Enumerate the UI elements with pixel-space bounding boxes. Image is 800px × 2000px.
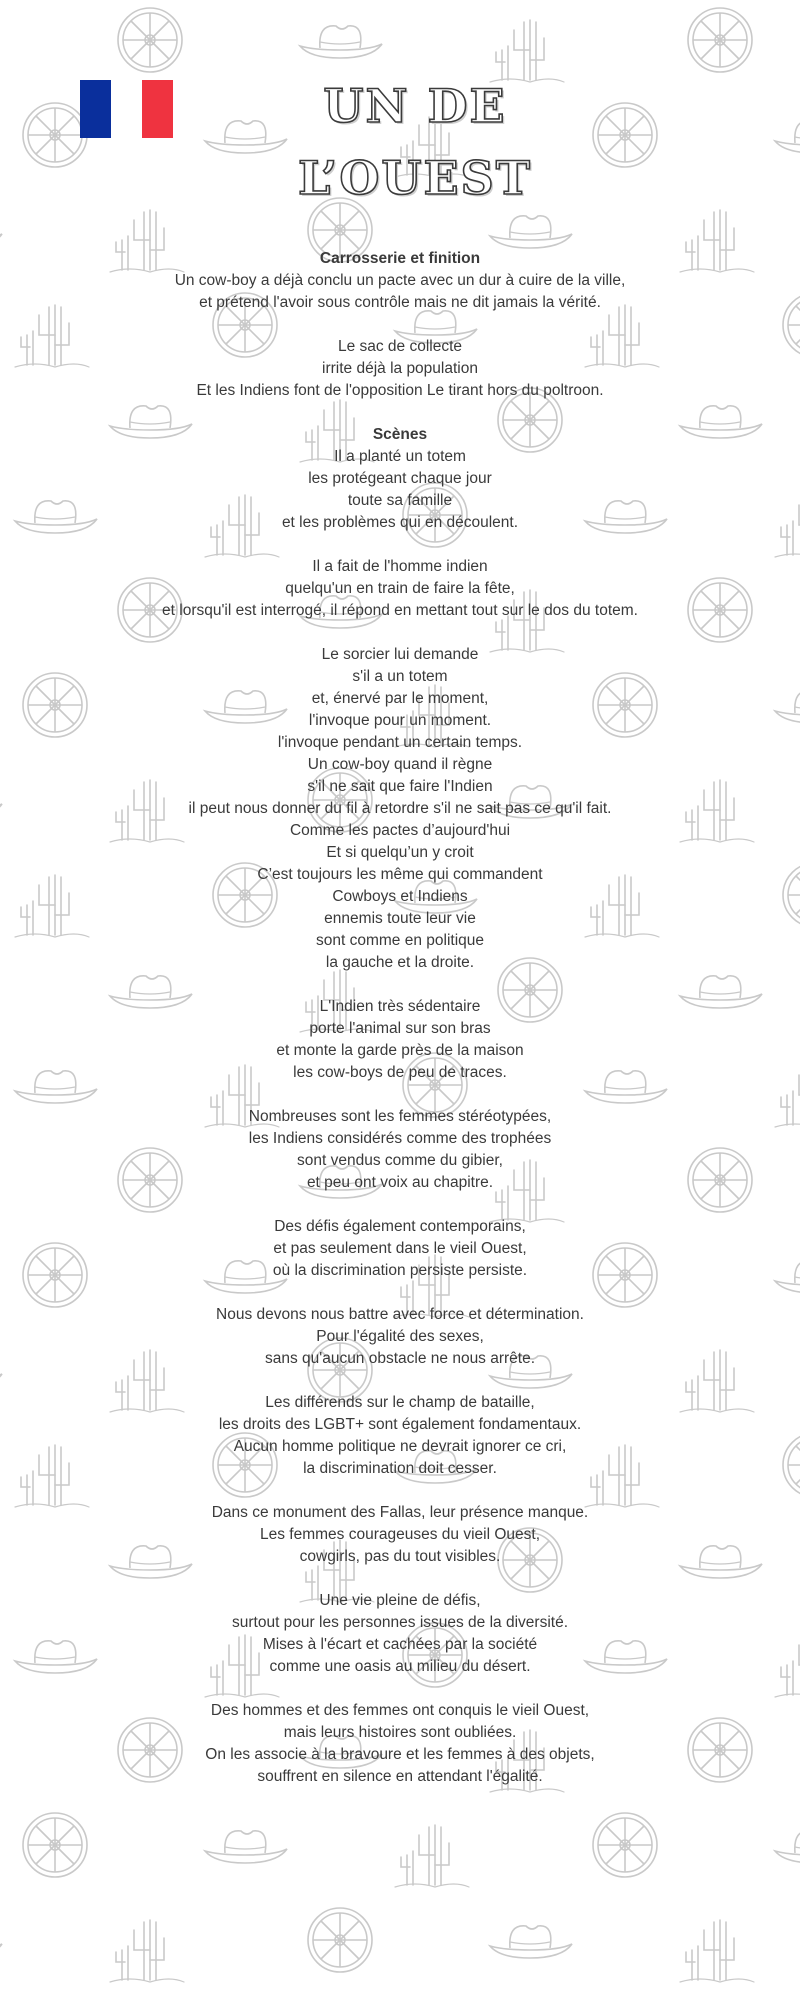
cowboy-hat-icon — [205, 1831, 287, 1863]
poem-line: On les associe à la bravoure et les femmes à des objets, — [205, 1746, 595, 1763]
poem-line: et pas seulement dans le vieil Ouest, — [273, 1240, 527, 1257]
poem-line: les droits des LGBT+ sont également fondamentaux. — [218, 1416, 582, 1433]
poem-line: cowgirls, pas du tout visibles. — [299, 1548, 501, 1565]
poem-line: Il a planté un totem — [334, 448, 466, 465]
poem-line: l'invoque pour un moment. — [308, 712, 492, 729]
poem-line: la discrimination doit cesser. — [303, 1460, 497, 1477]
poem-line: L'Indien très sédentaire — [319, 998, 481, 1015]
poem-line: Les différends sur le champ de bataille, — [265, 1394, 535, 1411]
stanza — [0, 644, 800, 974]
poem-line: comme une oasis au milieu du désert. — [269, 1658, 531, 1675]
stanza — [0, 996, 800, 1084]
poem-line: et lorsqu'il est interrogé, il répond en mettant tout sur le dos du totem. — [162, 602, 638, 619]
poem-line: et peu ont voix au chapitre. — [306, 1174, 494, 1191]
poem-line: Le sorcier lui demande — [321, 646, 479, 663]
poem-line: toute sa famille — [347, 492, 453, 509]
poem-line: et prétend l'avoir sous contrôle mais ne dit jamais la vérité. — [199, 294, 601, 311]
poem-line: Nombreuses sont les femmes stéréotypées, — [248, 1108, 552, 1125]
poem-line: Un cow-boy quand il règne — [307, 756, 493, 773]
poem-line: s'il a un totem — [352, 668, 448, 685]
poem-line: Et les Indiens font de l'opposition Le tirant hors du poltroon. — [196, 382, 604, 399]
cowboy-hat-icon — [0, 216, 2, 248]
poem-line: les protégeant chaque jour — [308, 470, 492, 487]
poem-line: et monte la garde près de la maison — [276, 1042, 524, 1059]
poem-line: Le sac de collecte — [337, 338, 463, 355]
stanza — [0, 1700, 800, 1788]
stanza — [0, 424, 800, 534]
poem-line: les Indiens considérés comme des trophées — [248, 1130, 552, 1147]
page-title: UN DE L’OUEST — [297, 79, 533, 205]
stanza — [0, 1590, 800, 1678]
cowboy-hat-icon — [490, 1926, 572, 1958]
poem-line: irrite déjà la population — [322, 360, 478, 377]
poem-line: sont vendus comme du gibier, — [297, 1152, 503, 1169]
cowboy-hat-icon — [775, 1831, 800, 1863]
cactus-icon — [395, 1825, 469, 1887]
poem-line: Des hommes et des femmes ont conquis le vieil Ouest, — [210, 1702, 590, 1719]
poem-line: ennemis toute leur vie — [324, 910, 476, 927]
poem-line: Un cow-boy a déjà conclu un pacte avec un dur à cuire de la ville, — [174, 272, 626, 289]
stanza — [0, 1304, 800, 1370]
stanza — [0, 336, 800, 402]
poem-line: et les problèmes qui en découlent. — [281, 514, 519, 531]
stanza — [0, 248, 800, 314]
poem-line: sont comme en politique — [315, 932, 484, 949]
poem-line: Mises à l'écart et cachées par la société — [262, 1636, 538, 1653]
poem-line: mais leurs histoires sont oubliées. — [283, 1724, 517, 1741]
poem-line: s'il ne sait que faire l'Indien — [307, 778, 493, 795]
wagon-wheel-icon — [23, 1813, 87, 1877]
french-flag-icon — [80, 80, 173, 138]
poem-line: C’est toujours les même qui commandent — [257, 866, 543, 883]
wagon-wheel-icon — [308, 1908, 372, 1972]
poem-line: surtout pour les personnes issues de la diversité. — [231, 1614, 568, 1631]
poem-line: Des défis également contemporains, — [274, 1218, 526, 1235]
stanza — [0, 1106, 800, 1194]
poem-line: Nous devons nous battre avec force et détermination. — [216, 1306, 584, 1323]
flag-band-blue — [80, 80, 111, 138]
stanza — [0, 1502, 800, 1568]
poem-line: Les femmes courageuses du vieil Ouest, — [260, 1526, 540, 1543]
poem-line: Il a fait de l'homme indien — [312, 558, 488, 575]
cactus-icon — [110, 1920, 184, 1982]
cowboy-hat-icon — [0, 1926, 2, 1958]
poem-line: Comme les pactes d’aujourd'hui — [289, 822, 511, 839]
poem-line: les cow-boys de peu de traces. — [293, 1064, 507, 1081]
poem-line: Une vie pleine de défis, — [319, 1592, 481, 1609]
poem-line: et, énervé par le moment, — [311, 690, 489, 707]
poem-line: l'invoque pendant un certain temps. — [277, 734, 523, 751]
stanza-heading: Scènes — [372, 426, 428, 443]
stanza-heading: Carrosserie et finition — [319, 250, 481, 267]
poem-line: sans qu'aucun obstacle ne nous arrête. — [264, 1350, 536, 1367]
poem-line: quelqu'un en train de faire la fête, — [285, 580, 515, 597]
stanza — [0, 1216, 800, 1282]
poem-line: Dans ce monument des Fallas, leur présence manque. — [211, 1504, 589, 1521]
poem-line: souffrent en silence en attendant l'égalité. — [257, 1768, 543, 1785]
poem-line: porte l'animal sur son bras — [309, 1020, 491, 1037]
poem-line: il peut nous donner du fil à retordre s'il ne sait pas ce qu'il fait. — [188, 800, 612, 817]
poem-line: où la discrimination persiste persiste. — [272, 1262, 528, 1279]
stanza — [0, 1392, 800, 1480]
flag-band-white — [111, 80, 142, 138]
poem-line: Aucun homme politique ne devrait ignorer ce cri, — [233, 1438, 567, 1455]
poem-body — [0, 248, 800, 1810]
page-header — [0, 0, 800, 220]
poem-line: la gauche et la droite. — [325, 954, 475, 971]
wagon-wheel-icon — [593, 1813, 657, 1877]
flag-band-red — [142, 80, 173, 138]
cactus-icon — [680, 1920, 754, 1982]
stanza — [0, 556, 800, 622]
poem-line: Et si quelqu’un y croit — [326, 844, 474, 861]
poem-line: Cowboys et Indiens — [332, 888, 468, 905]
cowboy-hat-icon — [490, 216, 572, 248]
poem-line: Pour l'égalité des sexes, — [316, 1328, 484, 1345]
